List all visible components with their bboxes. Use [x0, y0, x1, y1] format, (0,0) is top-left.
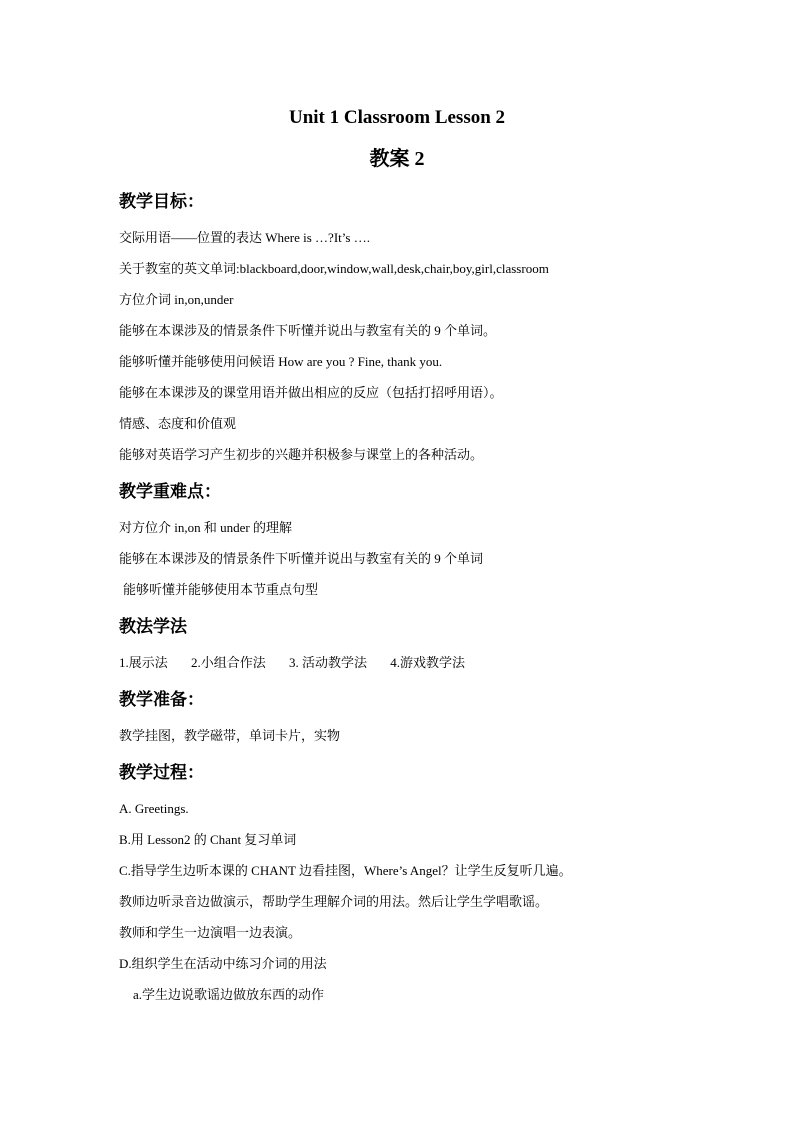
- key-point-line-1: 对方位介 in,on 和 under 的理解: [119, 520, 292, 535]
- objective-line-6: 能够在本课涉及的课堂用语并做出相应的反应（包括打招呼用语）。: [119, 385, 503, 400]
- objective-line-1: 交际用语——位置的表达 Where is …?It’s ….: [119, 230, 370, 245]
- objective-line-2: 关于教室的英文单词:blackboard,door,window,wall,desk,chair,boy,girl,classroom: [119, 261, 549, 276]
- process-line-5: 教师和学生一边演唱一边表演。: [119, 925, 302, 940]
- process-heading: 教学过程：: [119, 763, 204, 782]
- key-points-heading: 教学重难点：: [119, 482, 221, 501]
- process-line-3: C.指导学生边听本课的 CHANT 边看挂图，Where’s Angel？让学生反复听几遍。: [119, 863, 572, 878]
- objective-line-8: 能够对英语学习产生初步的兴趣并积极参与课堂上的各种活动。: [119, 447, 484, 462]
- objectives-heading: 教学目标：: [119, 192, 204, 211]
- document-subtitle: 教案 2: [369, 148, 425, 170]
- objective-line-4: 能够在本课涉及的情景条件下听懂并说出与教室有关的 9 个单词。: [119, 323, 497, 338]
- method-item-4: 4.游戏教学法: [390, 655, 466, 670]
- method-item-1: 1.展示法: [119, 655, 168, 670]
- method-item-3: 3. 活动教学法: [289, 655, 368, 670]
- objective-line-3: 方位介词 in,on,under: [119, 292, 234, 307]
- methods-list: [119, 654, 485, 672]
- process-line-1: A. Greetings.: [119, 801, 189, 816]
- methods-heading: 教法学法: [119, 617, 187, 636]
- process-line-7: a.学生边说歌谣边做放东西的动作: [133, 987, 325, 1002]
- preparation-heading: 教学准备：: [119, 690, 204, 709]
- key-point-line-2: 能够在本课涉及的情景条件下听懂并说出与教室有关的 9 个单词: [119, 551, 484, 566]
- method-item-2: 2.小组合作法: [191, 655, 266, 670]
- key-point-line-3: 能够听懂并能够使用本节重点句型: [123, 582, 319, 597]
- process-line-4: 教师边听录音边做演示，帮助学生理解介词的用法。然后让学生学唱歌谣。: [119, 894, 549, 909]
- process-line-6: D.组织学生在活动中练习介词的用法: [119, 956, 327, 971]
- process-line-2: B.用 Lesson2 的 Chant 复习单词: [119, 832, 297, 847]
- objective-line-5: 能够听懂并能够使用问候语 How are you ? Fine, thank you.: [119, 354, 443, 369]
- objective-line-7: 情感、态度和价值观: [119, 416, 237, 431]
- preparation-line-1: 教学挂图，教学磁带，单词卡片，实物: [119, 728, 341, 743]
- document-title: Unit 1 Classroom Lesson 2: [288, 107, 506, 128]
